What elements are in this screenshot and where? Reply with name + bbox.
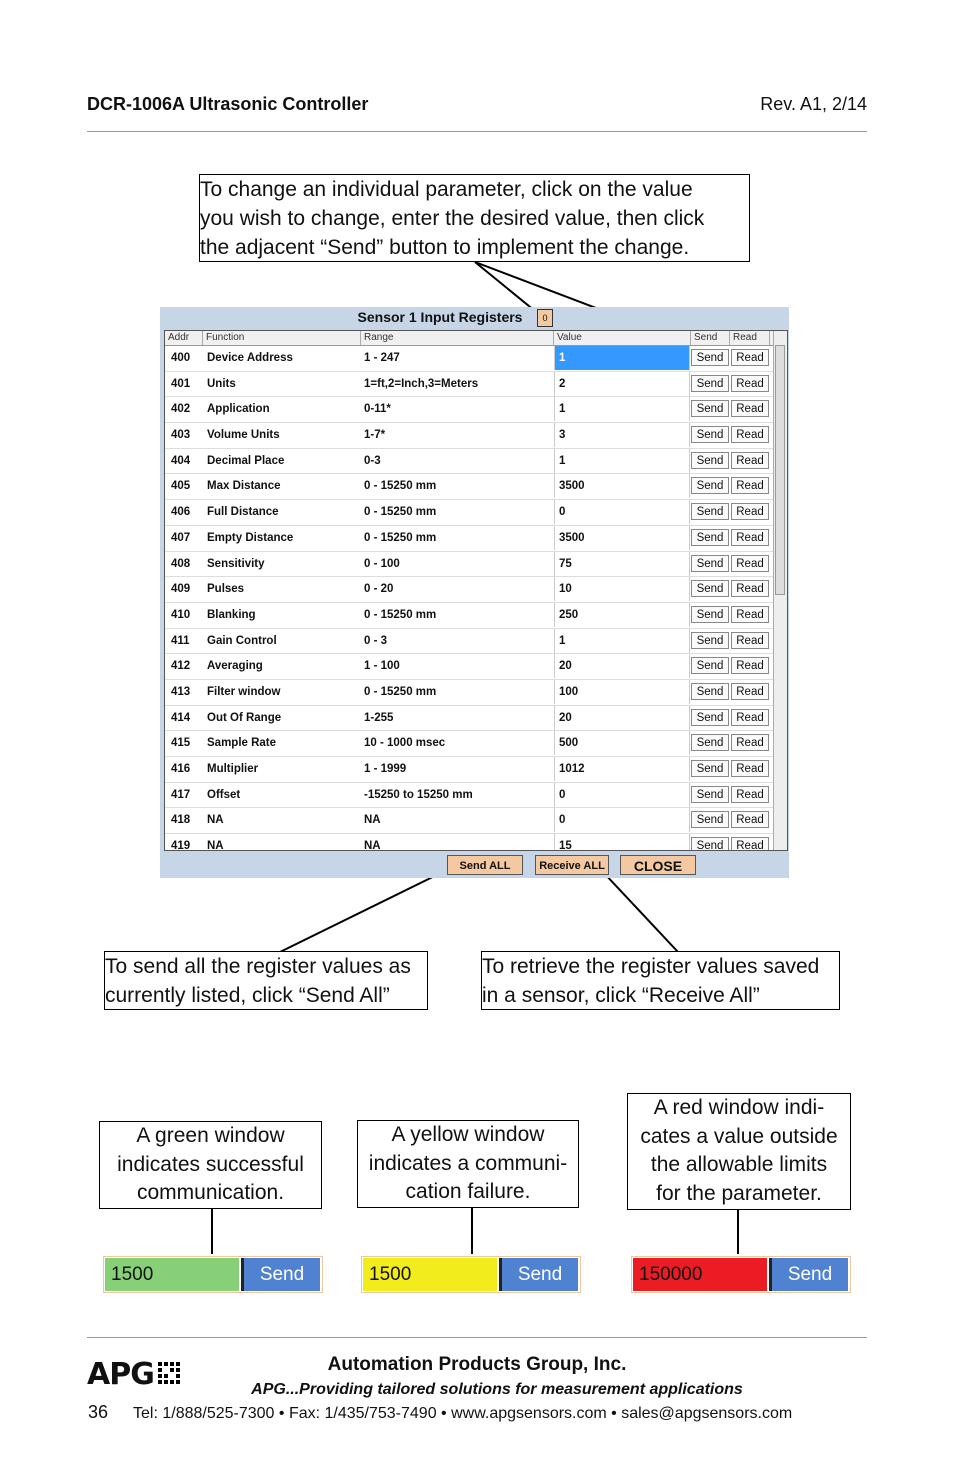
row-read-button[interactable]: Read xyxy=(731,426,769,443)
addr-cell: 413 xyxy=(171,685,191,698)
value-cell[interactable]: 1 xyxy=(554,346,690,370)
value-cell[interactable]: 0 xyxy=(554,500,690,524)
callout-yellow: A yellow window indicates a communi- cation failure. xyxy=(357,1120,579,1208)
callout-send-all: To send all the register values as currently listed, click “Send All” xyxy=(104,951,428,1010)
range-cell: 0-3 xyxy=(364,454,381,467)
row-send-button[interactable]: Send xyxy=(691,606,729,623)
function-cell: Pulses xyxy=(207,583,245,596)
row-send-button[interactable]: Send xyxy=(691,811,729,828)
table-row xyxy=(165,346,773,372)
col-value: Value xyxy=(554,331,691,345)
row-read-button[interactable]: Read xyxy=(731,349,769,366)
row-send-button[interactable]: Send xyxy=(691,477,729,494)
table-row xyxy=(165,603,773,629)
function-cell: Multiplier xyxy=(207,763,259,775)
row-send-button[interactable]: Send xyxy=(691,426,729,443)
value-cell[interactable]: 500 xyxy=(554,731,690,755)
row-send-button[interactable]: Send xyxy=(691,375,729,392)
value-cell[interactable]: 2 xyxy=(554,372,690,396)
value-cell[interactable]: 3500 xyxy=(554,474,690,498)
value-cell[interactable]: 1 xyxy=(554,397,690,421)
addr-cell: 418 xyxy=(171,814,191,827)
value-cell[interactable]: 100 xyxy=(554,680,690,704)
function-cell: Blanking xyxy=(207,608,256,621)
function-cell: Gain Control xyxy=(207,634,277,647)
row-send-button[interactable]: Send xyxy=(691,503,729,520)
addr-cell: 404 xyxy=(171,454,191,467)
status-green-value[interactable]: 1500 xyxy=(105,1258,239,1291)
function-cell: Volume Units xyxy=(207,429,280,442)
row-read-button[interactable]: Read xyxy=(731,503,769,520)
table-row xyxy=(165,500,773,526)
range-cell: NA xyxy=(364,814,381,827)
company-tagline: APG...Providing tailored solutions for measurement applications xyxy=(251,1381,743,1398)
value-cell[interactable]: 10 xyxy=(554,577,690,601)
range-cell: 0 - 15250 mm xyxy=(364,531,437,544)
row-send-button[interactable]: Send xyxy=(691,683,729,700)
range-cell: 1 - 247 xyxy=(364,352,400,364)
row-read-button[interactable]: Read xyxy=(731,734,769,751)
row-read-button[interactable]: Read xyxy=(731,632,769,649)
row-read-button[interactable]: Read xyxy=(731,555,769,572)
function-cell: Max Distance xyxy=(207,480,281,493)
function-cell: Full Distance xyxy=(207,506,279,519)
contact-info: Tel: 1/888/525-7300 • Fax: 1/435/753-7490 • www.apgsensors.com • sales@apgsensors.com xyxy=(133,1405,793,1422)
function-cell: NA xyxy=(207,814,224,827)
send-all-button[interactable]: Send ALL xyxy=(447,855,523,875)
range-cell: 0 - 15250 mm xyxy=(364,685,437,698)
row-read-button[interactable]: Read xyxy=(731,452,769,469)
range-cell: 0 - 15250 mm xyxy=(364,506,437,519)
value-cell[interactable]: 1 xyxy=(554,449,690,473)
col-read: Read xyxy=(730,331,770,345)
table-row xyxy=(165,474,773,500)
callout-change-parameter: To change an individual parameter, click on the value you wish to change, enter the desired value, then click the adjacent “Send” button to implement the change. xyxy=(199,174,750,262)
value-cell[interactable]: 250 xyxy=(554,603,690,627)
value-cell[interactable]: 0 xyxy=(554,783,690,807)
range-cell: 0 - 20 xyxy=(364,583,394,596)
row-read-button[interactable]: Read xyxy=(731,477,769,494)
apg-logo: APG xyxy=(87,1357,154,1392)
function-cell: Offset xyxy=(207,788,241,801)
row-send-button[interactable]: Send xyxy=(691,786,729,803)
row-send-button[interactable]: Send xyxy=(691,529,729,546)
table-row xyxy=(165,680,773,706)
row-read-button[interactable]: Read xyxy=(731,375,769,392)
addr-cell: 408 xyxy=(171,557,191,570)
row-send-button[interactable]: Send xyxy=(691,400,729,417)
addr-cell: 409 xyxy=(171,583,191,596)
table-row xyxy=(165,552,773,578)
title-button[interactable]: 0 xyxy=(537,309,553,327)
row-send-button[interactable]: Send xyxy=(691,632,729,649)
value-cell[interactable]: 20 xyxy=(554,706,690,730)
addr-cell: 406 xyxy=(171,506,191,519)
col-addr: Addr xyxy=(165,331,203,345)
callout-green: A green window indicates successful communication. xyxy=(99,1121,322,1209)
row-send-button[interactable]: Send xyxy=(691,760,729,777)
window-title: Sensor 1 Input Registers xyxy=(357,309,523,325)
value-cell[interactable]: 75 xyxy=(554,552,690,576)
addr-cell: 407 xyxy=(171,531,191,544)
table-row xyxy=(165,808,773,834)
value-cell[interactable]: 20 xyxy=(554,654,690,678)
table-row xyxy=(165,629,773,655)
row-read-button[interactable]: Read xyxy=(731,580,769,597)
range-cell: 1 - 1999 xyxy=(364,763,407,775)
range-cell: 1 - 100 xyxy=(364,660,400,673)
addr-cell: 417 xyxy=(171,788,191,801)
row-read-button[interactable]: Read xyxy=(731,709,769,726)
function-cell: Filter window xyxy=(207,685,281,698)
col-send: Send xyxy=(691,331,730,345)
function-cell: Sensitivity xyxy=(207,557,265,570)
range-cell: 10 - 1000 msec xyxy=(364,737,446,750)
register-grid xyxy=(164,330,788,851)
column-headers xyxy=(165,331,773,346)
addr-cell: 416 xyxy=(171,763,191,775)
addr-cell: 411 xyxy=(171,634,190,647)
addr-cell: 419 xyxy=(171,840,191,851)
row-read-button[interactable]: Read xyxy=(731,529,769,546)
status-green-send-button[interactable]: Send xyxy=(241,1258,320,1291)
table-row xyxy=(165,757,773,783)
function-cell: Out Of Range xyxy=(207,711,282,724)
table-row xyxy=(165,783,773,809)
range-cell: 1-255 xyxy=(364,711,394,724)
table-row xyxy=(165,526,773,552)
row-read-button[interactable]: Read xyxy=(731,657,769,674)
range-cell: 0 - 100 xyxy=(364,557,400,570)
function-cell: Empty Distance xyxy=(207,531,294,544)
value-cell[interactable]: 3500 xyxy=(554,526,690,550)
table-row xyxy=(165,423,773,449)
table-row xyxy=(165,706,773,732)
register-rows xyxy=(165,346,773,851)
row-send-button[interactable]: Send xyxy=(691,837,729,851)
range-cell: 0 - 15250 mm xyxy=(364,480,437,493)
vertical-scrollbar[interactable] xyxy=(773,331,787,850)
addr-cell: 403 xyxy=(171,429,191,442)
row-send-button[interactable]: Send xyxy=(691,555,729,572)
addr-cell: 402 xyxy=(171,403,191,416)
row-send-button[interactable]: Send xyxy=(691,580,729,597)
function-cell: Sample Rate xyxy=(207,737,277,750)
table-row xyxy=(165,577,773,603)
revision-label: Rev. A1, 2/14 xyxy=(760,94,867,114)
addr-cell: 400 xyxy=(171,352,191,364)
callout-red: A red window indi- cates a value outside the allowable limits for the parameter. xyxy=(627,1093,851,1210)
row-send-button[interactable]: Send xyxy=(691,657,729,674)
status-yellow-send-button[interactable]: Send xyxy=(499,1258,578,1291)
table-row xyxy=(165,654,773,680)
row-read-button[interactable]: Read xyxy=(731,760,769,777)
function-cell: Decimal Place xyxy=(207,454,285,467)
range-cell: 0 - 3 xyxy=(364,634,388,647)
value-cell[interactable]: 1012 xyxy=(554,757,690,781)
value-cell[interactable]: 1 xyxy=(554,629,690,653)
function-cell: Units xyxy=(207,377,236,390)
range-cell: 1=ft,2=Inch,3=Meters xyxy=(364,377,479,390)
function-cell: NA xyxy=(207,840,224,851)
value-cell[interactable]: 0 xyxy=(554,808,690,832)
addr-cell: 401 xyxy=(171,377,191,390)
table-row xyxy=(165,397,773,423)
callout-receive-all: To retrieve the register values saved in a sensor, click “Receive All” xyxy=(481,951,840,1010)
row-send-button[interactable]: Send xyxy=(691,452,729,469)
sensor-registers-window xyxy=(160,307,789,878)
addr-cell: 412 xyxy=(171,660,191,673)
range-cell: -15250 to 15250 mm xyxy=(364,788,473,801)
company-name: Automation Products Group, Inc. xyxy=(327,1354,627,1375)
range-cell: 0-11* xyxy=(364,403,391,416)
col-range: Range xyxy=(361,331,554,345)
status-yellow-value[interactable]: 1500 xyxy=(363,1258,497,1291)
value-cell[interactable]: 3 xyxy=(554,423,690,447)
status-red-send-button[interactable]: Send xyxy=(769,1258,848,1291)
row-send-button[interactable]: Send xyxy=(691,349,729,366)
range-cell: NA xyxy=(364,840,381,851)
addr-cell: 410 xyxy=(171,608,191,621)
function-cell: Application xyxy=(207,403,270,416)
row-read-button[interactable]: Read xyxy=(731,837,769,851)
function-cell: Device Address xyxy=(207,352,293,364)
document-title: DCR-1006A Ultrasonic Controller xyxy=(87,94,369,114)
status-green xyxy=(103,1256,323,1293)
table-row xyxy=(165,731,773,757)
table-row xyxy=(165,449,773,475)
row-read-button[interactable]: Read xyxy=(731,400,769,417)
status-red xyxy=(631,1256,851,1293)
value-cell[interactable]: 15 xyxy=(554,834,690,851)
range-cell: 0 - 15250 mm xyxy=(364,608,437,621)
receive-all-button[interactable]: Receive ALL xyxy=(535,855,609,875)
col-function: Function xyxy=(203,331,361,345)
function-cell: Averaging xyxy=(207,660,263,673)
status-red-value[interactable]: 150000 xyxy=(633,1258,767,1291)
close-button[interactable]: CLOSE xyxy=(620,855,696,875)
addr-cell: 414 xyxy=(171,711,191,724)
range-cell: 1-7* xyxy=(364,429,386,442)
addr-cell: 415 xyxy=(171,737,191,750)
footer-rule xyxy=(87,1337,867,1338)
row-send-button[interactable]: Send xyxy=(691,734,729,751)
row-send-button[interactable]: Send xyxy=(691,709,729,726)
page-number: 36 xyxy=(88,1402,109,1422)
row-read-button[interactable]: Read xyxy=(731,811,769,828)
status-yellow xyxy=(361,1256,581,1293)
scroll-thumb[interactable] xyxy=(775,345,785,595)
row-read-button[interactable]: Read xyxy=(731,786,769,803)
row-read-button[interactable]: Read xyxy=(731,606,769,623)
row-read-button[interactable]: Read xyxy=(731,683,769,700)
table-row xyxy=(165,372,773,398)
table-row xyxy=(165,834,773,851)
addr-cell: 405 xyxy=(171,480,191,493)
